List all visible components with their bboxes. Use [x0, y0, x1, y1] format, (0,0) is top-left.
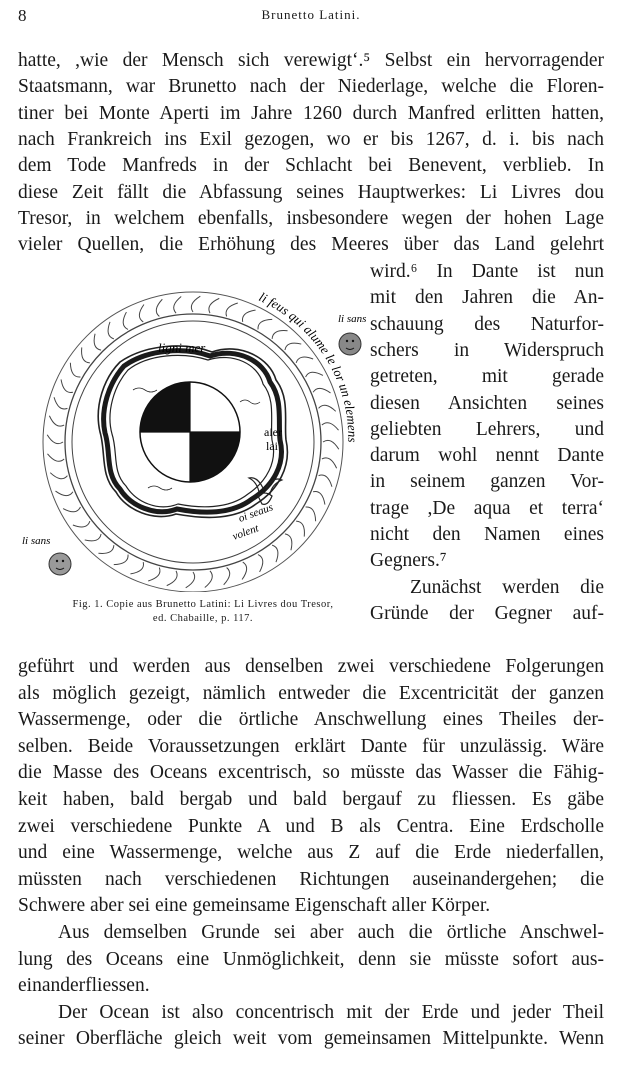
text-line: diesen Ansichten seines — [370, 392, 604, 414]
text-line: tiner bei Monte Aperti im Jahre 1260 durch Manfred erlitten hatten, — [18, 102, 604, 124]
flame-stroke — [242, 310, 255, 322]
label-arc-text: li feus qui alume le lor un elemens — [256, 289, 361, 443]
text-line: nach Frankreich ins Exil gezogen, wo er bis 1267, d. i. bis nach — [18, 128, 604, 150]
text-line: hatte, ,wie der Mensch sich verewigt‘.⁵ Selbst ein hervorragender — [18, 50, 604, 71]
text-line: trage ,De aqua et terra‘ — [370, 497, 604, 519]
flame-stroke — [306, 507, 316, 521]
text-line: seiner Oberfläche gleich weit vom gemeinsamen Mittelpunkte. Wenn — [18, 1028, 604, 1050]
text-line: diese Zeit fällt die Abfassung seines Hauptwerkes: Li Livres dou — [18, 181, 604, 203]
flame-stroke — [258, 555, 263, 572]
flame-stroke — [73, 521, 90, 527]
text-line: als möglich gezeigt, nämlich entweder die Excentricität der ganzen — [18, 682, 604, 704]
flame-stroke — [209, 298, 219, 313]
flame-stroke — [242, 562, 247, 579]
flame-stroke — [186, 572, 195, 588]
text-line: in seinem ganzen Vor- — [370, 471, 604, 493]
flame-stroke — [296, 521, 304, 536]
text-line: einanderfliessen. — [18, 975, 150, 997]
text-line: die Masse des Oceans excentrisch, so müsste das Wasser die Fähig- — [18, 762, 604, 784]
text-line: geliebten Lehrers, und — [370, 418, 604, 440]
text-line: mit den Jahren die An- — [370, 287, 604, 309]
flame-stroke — [61, 379, 73, 392]
sun-face-icon — [339, 333, 361, 355]
text-line: Gründe der Gegner auf- — [370, 602, 604, 624]
flame-stroke — [272, 545, 278, 562]
figure-world-map — [8, 282, 378, 592]
text-line: lung des Oceans eine Unmöglichkeit, denn sie müsste sofort aus- — [18, 948, 604, 970]
text-line: nicht den Namen eines — [370, 524, 604, 545]
text-line: selben. Beide Voraussetzungen erklärt Dante für unzulässig. Wäre — [18, 735, 604, 757]
caption-line-2: ed. Chabaille, p. 117. — [152, 613, 254, 624]
flame-stroke — [49, 416, 64, 426]
flame-stroke — [148, 568, 160, 581]
earth-quarters — [140, 382, 240, 482]
flame-stroke — [319, 405, 336, 411]
text-line: schauung des Naturfor- — [370, 313, 604, 335]
figure-caption — [18, 598, 388, 626]
flame-stroke — [156, 299, 162, 316]
flame-stroke — [322, 423, 339, 430]
flame-stroke — [322, 458, 337, 468]
flame-stroke — [114, 555, 128, 565]
flame-stroke — [167, 571, 177, 586]
page-number: 8 — [18, 6, 27, 25]
flame-stroke — [130, 562, 143, 574]
flame-stroke — [98, 545, 113, 553]
flame-stroke — [108, 322, 114, 339]
label-oiseaus: oi seaus — [236, 501, 275, 525]
text-line: geführt und werden aus denselben zwei verschiedene Folgerungen — [18, 656, 604, 677]
flame-stroke — [174, 296, 181, 313]
text-line: vieler Quellen, die Erhöhung des Meeres über das Land gelehrt — [18, 234, 604, 256]
flame-stroke — [50, 473, 67, 479]
text-line: Staatsmann, war Brunetto nach der Niederlage, welche die Floren- — [18, 76, 604, 98]
text-line: darum wohl nennt Dante — [370, 445, 604, 467]
flame-stroke — [224, 568, 230, 585]
flame-stroke — [323, 440, 339, 449]
flame-stroke — [55, 491, 72, 496]
text-line: Tresor, in welchem ebenfalls, insbesondere wegen der hohen Lage — [18, 207, 604, 229]
label-volent: volent — [230, 522, 261, 543]
flame-stroke — [285, 343, 301, 350]
flame-stroke — [313, 491, 325, 504]
flame-stroke — [54, 397, 67, 409]
text-line: dem Tode Manfreds in der Schlacht bei Benevent, verblieb. In — [18, 155, 604, 177]
text-line: Der Ocean ist also concentrisch mit der Erde und jeder Theil — [58, 1001, 604, 1023]
label-sun-left: li sans — [22, 535, 51, 547]
text-line: schers in Widerspruch — [370, 339, 604, 361]
flame-stroke — [319, 475, 332, 487]
label-aier: aier — [264, 425, 282, 439]
running-head: Brunetto Latini. — [261, 7, 361, 22]
label-ligni-mer: ligni mer — [158, 340, 206, 355]
caption-line-1: Fig. 1. Copie aus Brunetto Latini: Li Livres dou Tresor, — [72, 599, 334, 610]
text-line: keit haben, bald bergab und bald bergauf zu fliessen. Es gäbe — [18, 789, 604, 810]
flame-stroke — [63, 507, 80, 512]
flame-stroke — [82, 347, 90, 362]
text-line: wird.⁶ In Dante ist nun — [370, 261, 604, 282]
flame-stroke — [94, 334, 101, 350]
text-line: zwei verschiedene Punkte A und B als Centra. Eine Erdscholle — [18, 815, 604, 837]
flame-stroke — [70, 363, 80, 377]
flame-stroke — [47, 454, 64, 461]
flame-stroke — [306, 372, 323, 377]
text-line: müssten nach verschiedenen Richtungen auseinandergehen; die — [18, 868, 604, 890]
label-lai: lai — [266, 439, 278, 453]
flame-stroke — [191, 296, 200, 312]
flame-stroke — [85, 534, 101, 541]
flame-stroke — [139, 304, 144, 321]
text-line: Wassermenge, oder die örtliche Anschwellung eines Theiles der- — [18, 709, 604, 731]
flame-stroke — [47, 435, 63, 444]
flame-stroke — [272, 331, 287, 339]
flame-stroke — [296, 357, 313, 363]
page-header — [18, 6, 604, 28]
flame-stroke — [123, 312, 128, 329]
text-line: Gegners.⁷ — [370, 550, 447, 572]
moon-face-icon — [49, 553, 71, 575]
text-line: Aus demselben Grunde sei aber auch die örtliche Anschwel- — [58, 922, 604, 943]
flame-stroke — [258, 319, 272, 329]
text-line: getreten, mit gerade — [370, 366, 604, 388]
flame-stroke — [205, 571, 212, 588]
text-line: Zunächst werden die — [410, 576, 604, 598]
flame-stroke — [226, 303, 238, 316]
flame-stroke — [313, 388, 330, 393]
text-line: Schwere aber sei eine gemeinsame Eigenschaft aller Körper. — [18, 895, 491, 917]
text-line: und eine Wassermenge, welche aus Z auf die Erde niederfallen, — [18, 842, 604, 864]
label-sun-right: li sans — [338, 313, 367, 325]
flame-stroke — [285, 534, 292, 550]
